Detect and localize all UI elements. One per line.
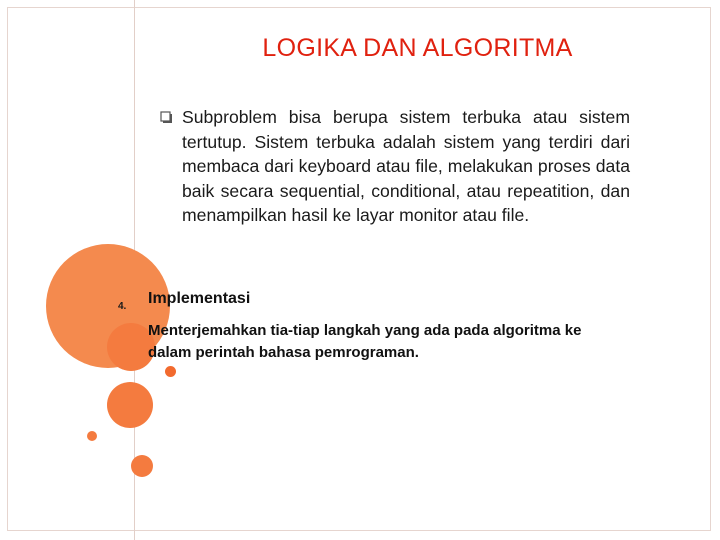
decorative-circle-small xyxy=(107,382,153,428)
decorative-circle-smaller xyxy=(131,455,153,477)
list-item-heading: Implementasi xyxy=(148,290,251,307)
slide-title: LOGIKA DAN ALGORITMA xyxy=(262,34,573,62)
checkbox-bullet-icon xyxy=(160,111,174,125)
list-number: 4. xyxy=(118,301,127,312)
decorative-circle-tiny xyxy=(87,431,97,441)
decorative-dot xyxy=(165,366,176,377)
list-item-body: Menterjemahkan tia-tiap langkah yang ada pada algoritma ke dalam perintah bahasa pemrograman. xyxy=(148,322,582,361)
bullet-paragraph: Subproblem bisa berupa sistem terbuka atau sistem tertutup. Sistem terbuka adalah sistem yang terdiri dari membaca dari keyboard atau file, melakukan proses data baik secara sequential, conditional, atau repeatition, dan menampilkan hasil ke layar monitor atau file. xyxy=(182,107,630,225)
